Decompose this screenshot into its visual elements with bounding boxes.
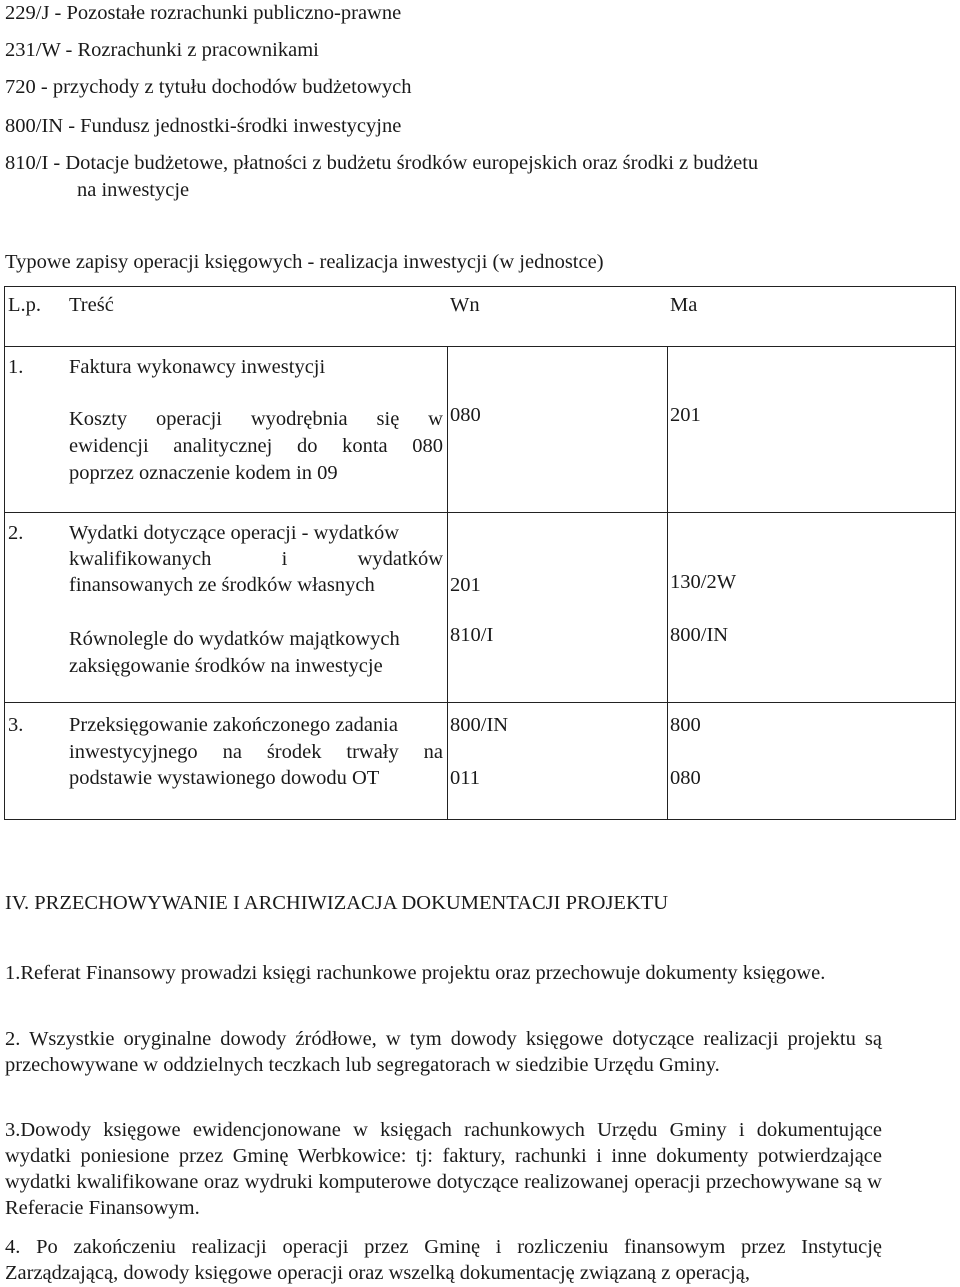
account-line: 800/IN - Fundusz jednostki-środki inwestycyjne	[5, 115, 402, 137]
row-ma-value: 800	[670, 714, 701, 736]
accounting-entries-table	[4, 286, 956, 820]
row-content-line: podstawie wystawionego dowodu OT	[69, 767, 380, 789]
row-content-line: Faktura wykonawcy inwestycji	[69, 356, 326, 378]
row-content-line: Koszty operacji wyodrębnia się w	[69, 408, 443, 430]
row-content-line: ewidencji analitycznej do konta 080	[69, 435, 443, 457]
row-divider	[5, 702, 955, 703]
header-wn: Wn	[450, 294, 480, 316]
row-wn-value: 201	[450, 574, 481, 596]
row-content-line: finansowanych ze środków własnych	[69, 574, 375, 596]
account-line: 810/I - Dotacje budżetowe, płatności z budżetu środków europejskich oraz środki z budżetu	[5, 152, 759, 174]
row-content-line: inwestycyjnego na środek trwały na	[69, 741, 443, 763]
row-content-line: Wydatki dotyczące operacji - wydatków	[69, 522, 400, 544]
table-title: Typowe zapisy operacji księgowych - realizacja inwestycji (w jednostce)	[5, 251, 604, 273]
row-ma-value: 080	[670, 767, 701, 789]
row-content-line: kwalifikowanych i wydatków	[69, 548, 443, 570]
row-content-line: Przeksięgowanie zakończonego zadania	[69, 714, 398, 736]
row-wn-value: 011	[450, 767, 480, 789]
row-ma-value: 201	[670, 404, 701, 426]
column-divider	[447, 346, 448, 819]
row-ma-value: 800/IN	[670, 624, 729, 646]
row-number: 3.	[8, 714, 24, 736]
row-content-line: zaksięgowanie środków na inwestycje	[69, 655, 383, 677]
paragraph: 1.Referat Finansowy prowadzi księgi rachunkowe projektu oraz przechowuje dokumenty księgowe.	[5, 962, 826, 984]
row-divider	[5, 512, 955, 513]
paragraph: 4. Po zakończeniu realizacji operacji przez Gminę i rozliczeniu finansowym przez Instytucję Zarządzającą, dowody księgowe operacji oraz wszelką dokumentację związaną z operacją,	[5, 1236, 882, 1284]
row-content-line: Równolegle do wydatków majątkowych	[69, 628, 400, 650]
row-content-line: poprzez oznaczenie kodem in 09	[69, 462, 338, 484]
row-wn-value: 810/I	[450, 624, 494, 646]
account-line: 231/W - Rozrachunki z pracownikami	[5, 39, 319, 61]
row-wn-value: 080	[450, 404, 481, 426]
row-divider	[5, 346, 955, 347]
row-number: 1.	[8, 356, 24, 378]
header-ma: Ma	[670, 294, 698, 316]
row-ma-value: 130/2W	[670, 571, 737, 593]
section-heading: IV. PRZECHOWYWANIE I ARCHIWIZACJA DOKUMENTACJI PROJEKTU	[5, 892, 669, 914]
paragraph: 3.Dowody księgowe ewidencjonowane w księgach rachunkowych Urzędu Gminy i dokumentujące wydatki poniesione przez Gminę Werbkowice: tj: faktury, rachunki i inne dokumenty potwierdzające wydatki kwalifikowane oraz wydruki komputerowe dotyczące realizowanej operacji przechowywane są w Referacie Finansowym.	[5, 1119, 882, 1219]
account-line: 720 - przychody z tytułu dochodów budżetowych	[5, 76, 412, 98]
header-content: Treść	[69, 294, 114, 316]
account-line: 229/J - Pozostałe rozrachunki publiczno-prawne	[5, 2, 402, 24]
account-line-continuation: na inwestycje	[77, 179, 190, 201]
paragraph: 2. Wszystkie oryginalne dowody źródłowe, w tym dowody księgowe dotyczące realizacji projektu są przechowywane w oddzielnych teczkach lub segregatorach w siedzibie Urzędu Gminy.	[5, 1028, 882, 1076]
row-wn-value: 800/IN	[450, 714, 509, 736]
header-lp: L.p.	[8, 294, 42, 316]
column-divider	[667, 346, 668, 819]
row-number: 2.	[8, 522, 24, 544]
